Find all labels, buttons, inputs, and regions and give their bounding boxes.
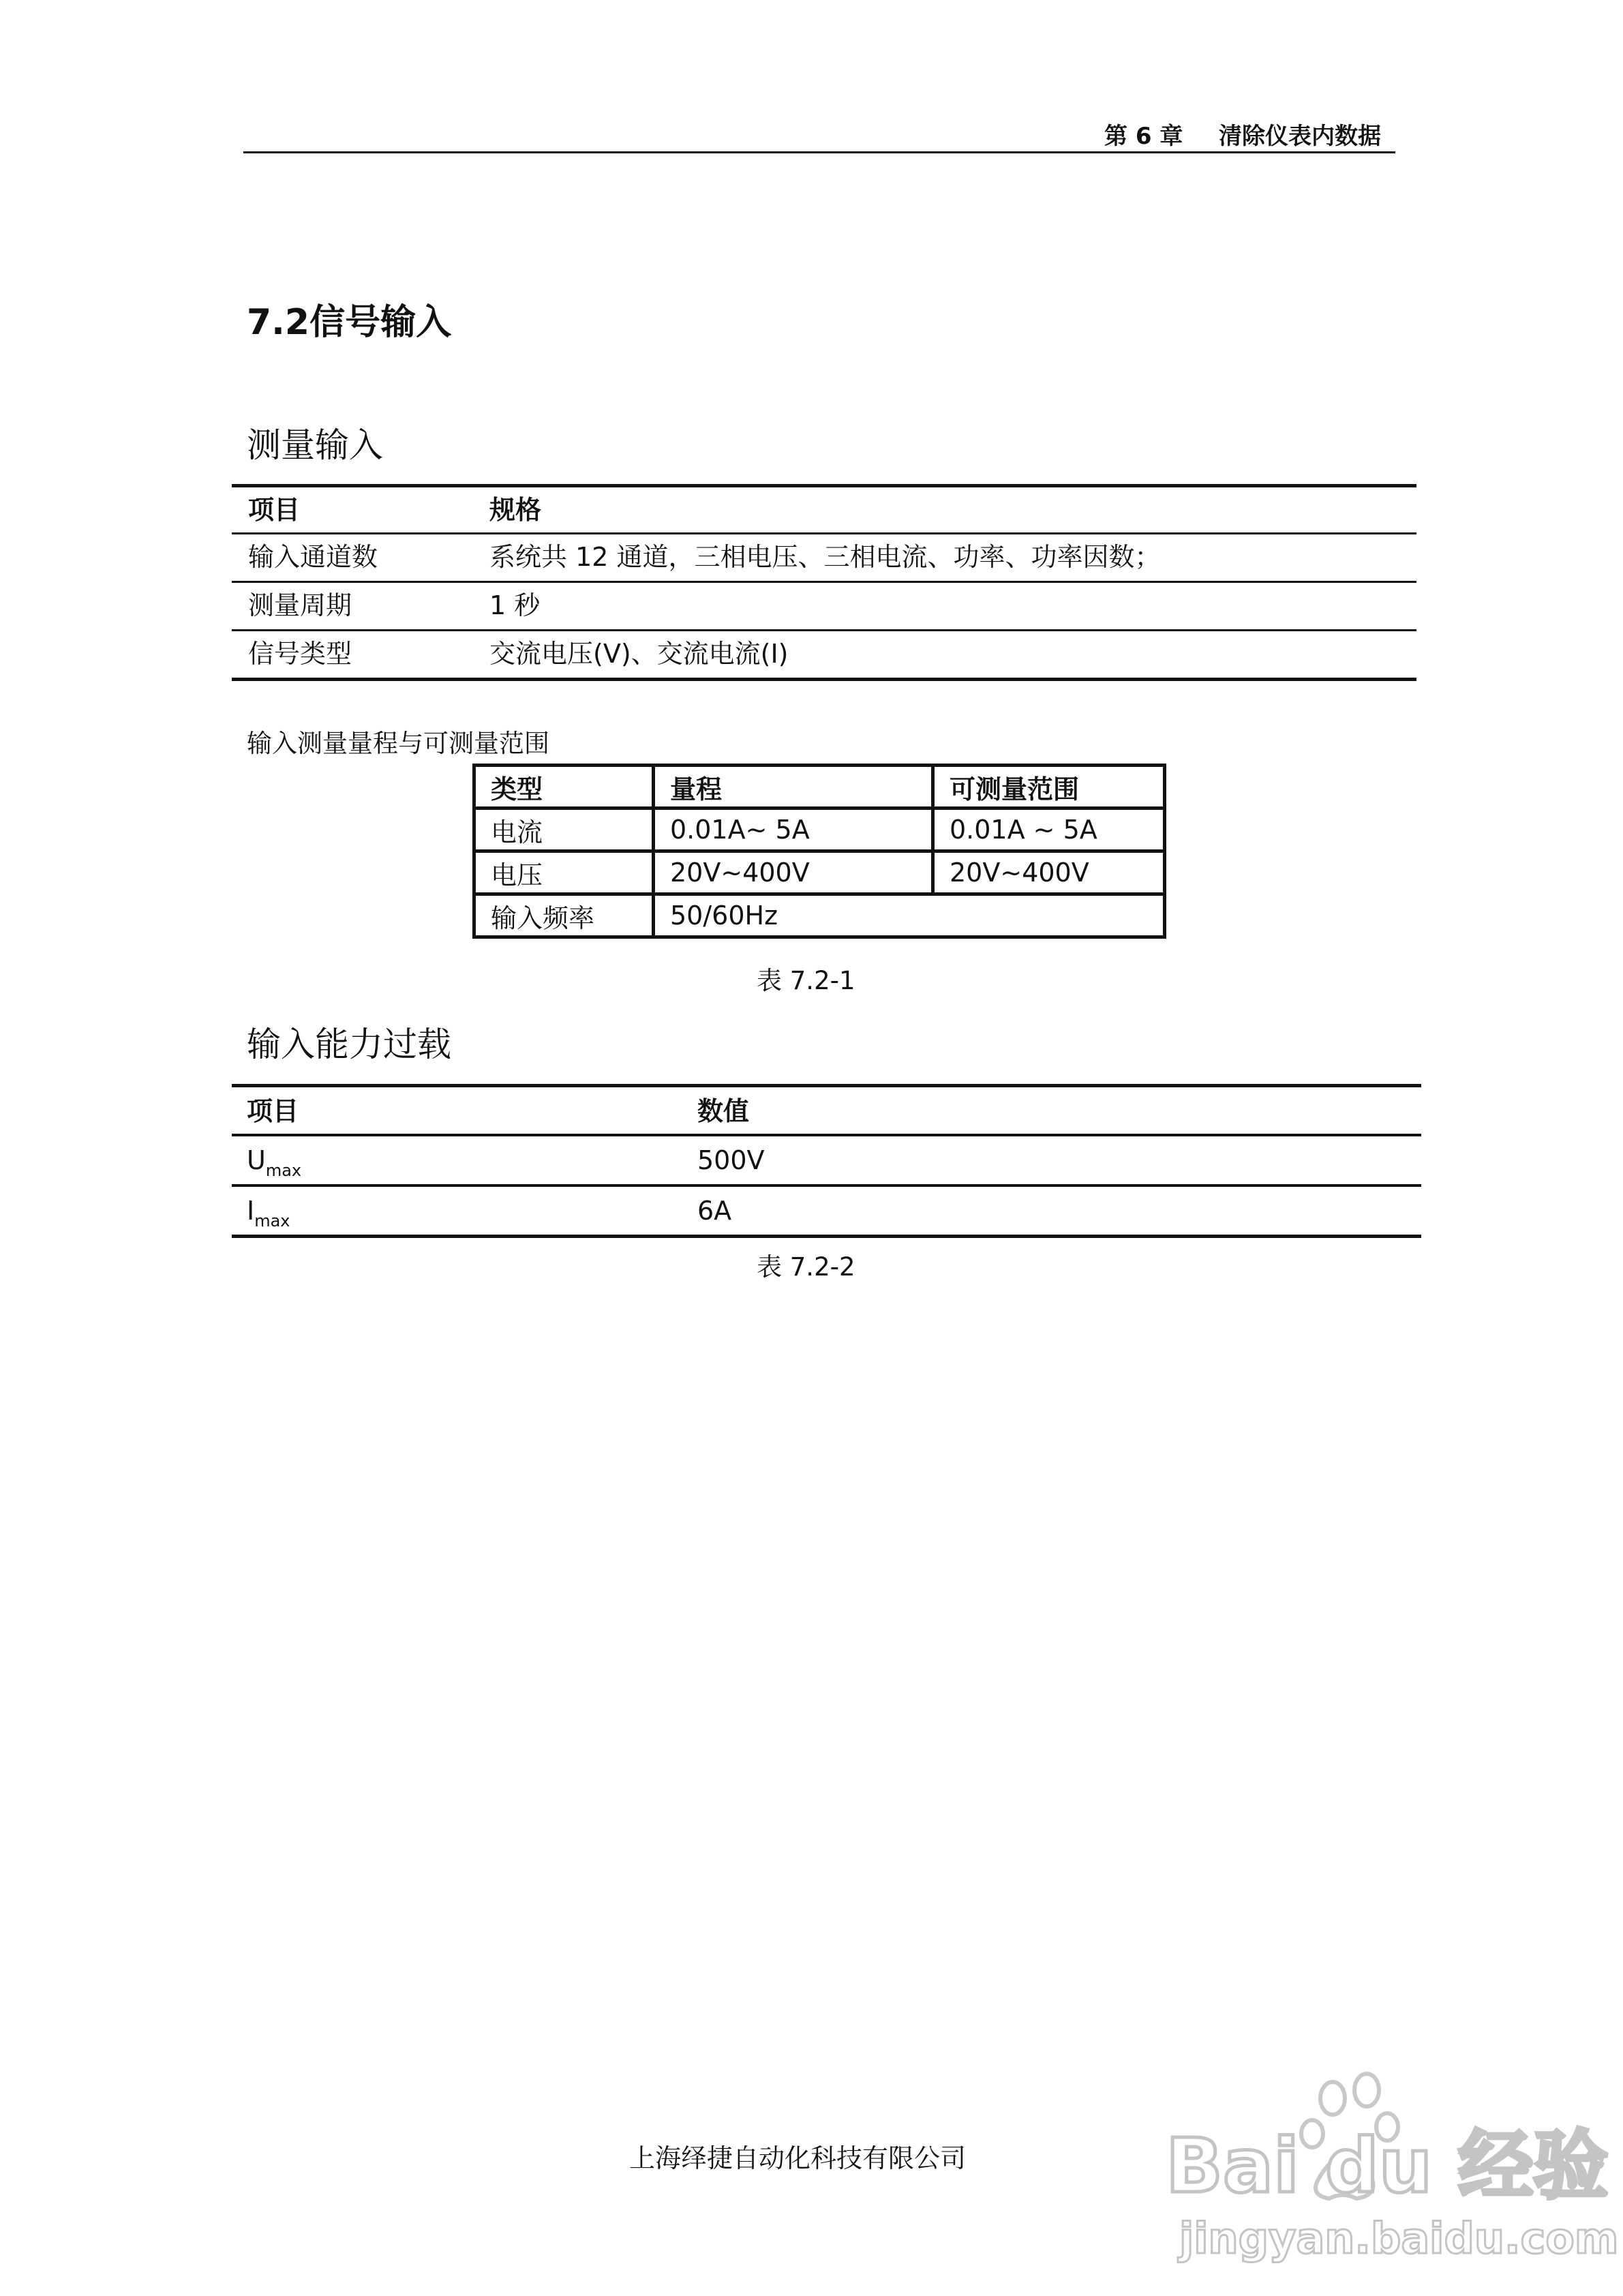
watermark-brand: Bai du 经验 [1166, 2122, 1609, 2209]
table-row [232, 534, 1416, 583]
table-row [232, 631, 1416, 681]
baidu-jingyan-watermark [1159, 2059, 1619, 2270]
col-header-item: 项目 [247, 1096, 299, 1126]
running-header-title: 清除仪表内数据 [1219, 123, 1381, 150]
table-row [474, 851, 1165, 894]
table-header-row [232, 1084, 1421, 1136]
col-header-item: 项目 [248, 495, 301, 525]
row-value: 1 秒 [489, 590, 541, 620]
cell-frequency: 50/60Hz [654, 894, 1165, 937]
table-row [474, 809, 1165, 851]
cell-type: 电压 [474, 851, 654, 894]
header-rule [243, 151, 1395, 153]
cell-range: 0.01A~ 5A [654, 809, 933, 851]
measure-input-table [232, 484, 1416, 681]
watermark-url: jingyan.baidu.com [1179, 2214, 1619, 2263]
row-label: 信号类型 [248, 639, 352, 669]
range-table-intro: 输入测量量程与可测量范围 [247, 729, 549, 758]
cell-measurable: 0.01A ~ 5A [933, 809, 1165, 851]
symbol-subscript: max [254, 1211, 290, 1230]
row-value: 500V [697, 1145, 765, 1175]
row-value: 系统共 12 通道，三相电压、三相电流、功率、功率因数； [489, 542, 1161, 572]
section-title: 7.2信号输入 [247, 302, 452, 343]
symbol-subscript: max [265, 1161, 302, 1180]
footer-company: 上海绎捷自动化科技有限公司 [629, 2143, 967, 2173]
table-row [232, 1136, 1421, 1187]
col-header-measurable: 可测量范围 [933, 766, 1165, 809]
col-header-type: 类型 [474, 766, 654, 809]
table-caption-2: 表 7.2-2 [757, 1252, 855, 1282]
running-header-chapter: 第 6 章 [1104, 123, 1183, 150]
cell-range: 20V~400V [654, 851, 933, 894]
row-label [247, 1136, 301, 1184]
row-label [247, 1187, 290, 1235]
col-header-value: 数值 [697, 1096, 750, 1126]
col-header-spec: 规格 [489, 495, 542, 525]
table-header-row [474, 766, 1165, 809]
table-caption-1: 表 7.2-1 [757, 966, 855, 995]
range-table [472, 764, 1166, 939]
row-value: 6A [697, 1196, 732, 1226]
table-row [232, 1187, 1421, 1238]
col-header-range: 量程 [654, 766, 933, 809]
overload-table [232, 1084, 1421, 1238]
symbol: U [247, 1145, 266, 1175]
row-label: 输入通道数 [248, 542, 378, 572]
row-value: 交流电压(V)、交流电流(I) [489, 639, 789, 669]
overload-heading: 输入能力过载 [247, 1025, 451, 1064]
table-header-row [232, 484, 1416, 534]
cell-type: 输入频率 [474, 894, 654, 937]
cell-measurable: 20V~400V [933, 851, 1165, 894]
table-row [474, 894, 1165, 937]
table-row [232, 583, 1416, 631]
cell-type: 电流 [474, 809, 654, 851]
symbol: I [247, 1196, 255, 1226]
row-label: 测量周期 [248, 590, 352, 620]
measure-input-heading: 测量输入 [247, 425, 383, 465]
